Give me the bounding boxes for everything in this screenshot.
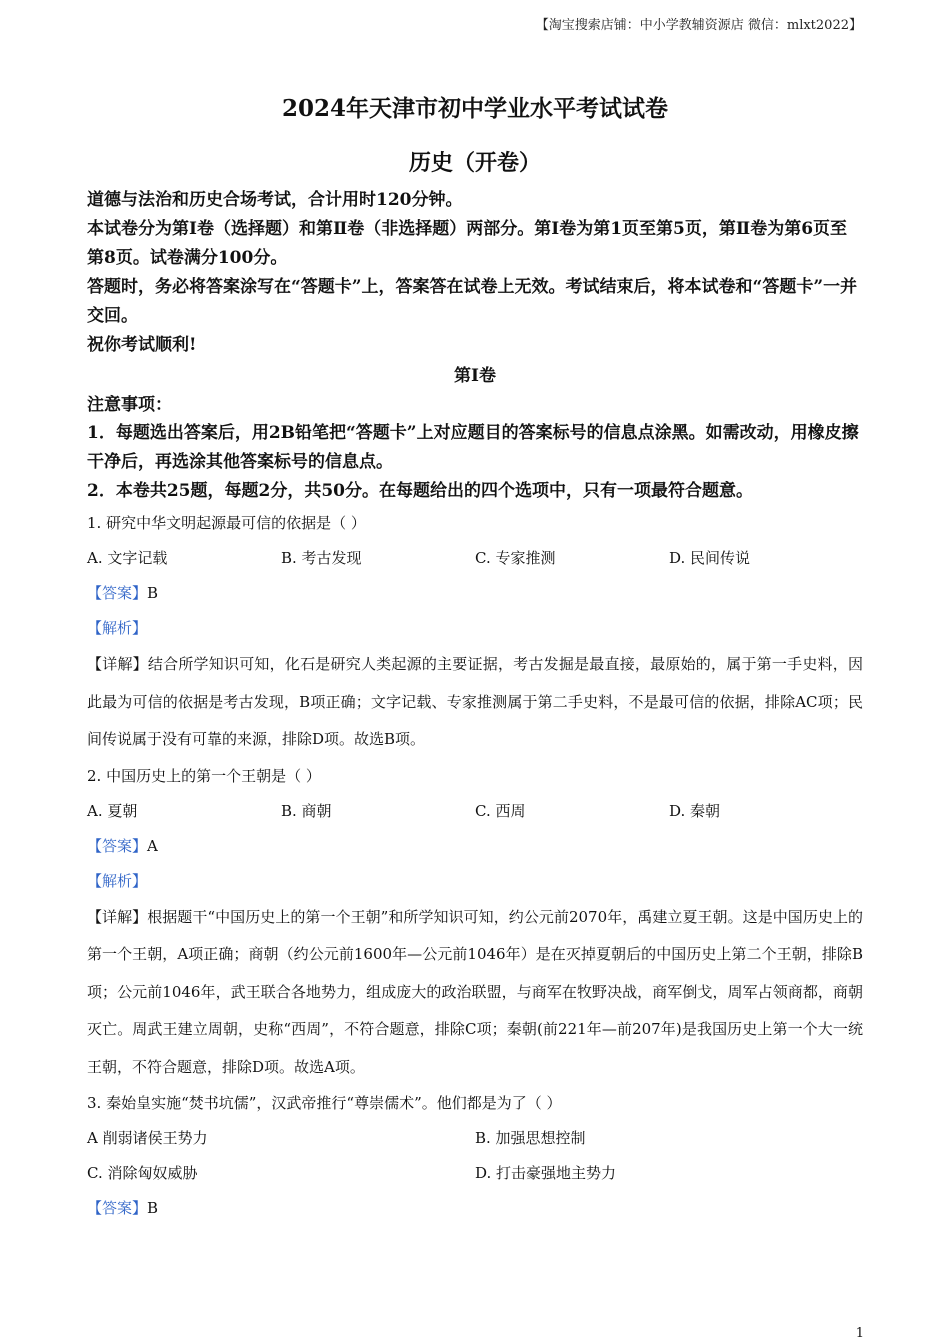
question-1-detail [87,646,863,759]
intro-line: 本试卷分为第Ⅰ卷（选择题）和第Ⅱ卷（非选择题）两部分。第Ⅰ卷为第1页至第5页，第Ⅱ卷为第6页至第8页。试卷满分100分。 [87,219,848,268]
exam-subtitle: 历史（开卷） [408,150,541,176]
detail-text: 结合所学知识可知，化石是研究人类起源的主要证据，考古发掘是最直接，最原始的，属于第一手史料，因此最为可信的依据是考古发现，B项正确；文字记载、专家推测属于第二手史料，不是最可信的依据，排除AC项；民间传说属于没有可靠的来源，排除D项。故选B项。 [87,655,863,748]
answer-tag: 【答案】 [87,584,148,602]
question-3-options-row2 [87,1156,863,1191]
notice-title: 注意事项： [87,395,172,415]
intro-line: 答题时，务必将答案涂写在“答题卡”上，答案答在试卷上无效。考试结束后，将本试卷和“答题卡”一并交回。 [87,277,858,326]
option-c: C. 西周 [475,801,526,820]
shop-header: 【淘宝搜索店铺：中小学教辅资源店 微信：mlxt2022】 [535,18,862,33]
analysis-tag: 【解析】 [87,619,148,637]
intro-line: 祝你考试顺利! [87,335,197,355]
option-b: B. 加强思想控制 [475,1129,586,1147]
question-2-options [87,794,863,829]
question-3-stem: 3. 秦始皇实施“焚书坑儒”，汉武帝推行“尊崇儒术”。他们都是为了（ ） [87,1094,562,1112]
detail-tag: 【详解】 [87,907,148,926]
option-b: B. 考古发现 [281,549,362,567]
question-1-answer [87,576,863,611]
notice-item: 1．每题选出答案后，用2B铅笔把“答题卡”上对应题目的答案标号的信息点涂黑。如需改动，用橡皮擦干净后，再选涂其他答案标号的信息点。 [87,423,859,472]
question-3-options-row1 [87,1121,863,1156]
question-2-detail [87,899,863,1087]
option-c: C. 消除匈奴威胁 [87,1164,198,1182]
question-3-answer [87,1191,863,1226]
exam-content [87,186,863,1226]
intro-block [87,186,863,360]
option-a: A 削弱诸侯王势力 [87,1129,208,1147]
answer-value: B [147,584,159,602]
option-d: D. 打击豪强地主势力 [475,1164,617,1182]
option-a: A. 文字记载 [87,549,168,567]
option-a: A. 夏朝 [87,801,138,820]
option-c: C. 专家推测 [475,549,556,567]
analysis-tag: 【解析】 [87,871,148,890]
question-2-answer [87,829,863,864]
option-d: D. 民间传说 [669,549,751,567]
detail-text: 根据题干“中国历史上的第一个王朝”和所学知识可知，约公元前2070年，禹建立夏王朝。这是中国历史上的第一个王朝，A项正确；商朝（约公元前1600年—公元前1046年）是在灭掉夏朝后的中国历史上第二个王朝，排除B项；公元前1046年，武王联合各地势力，组成庞大的政治联盟，与商军在牧野决战，商军倒戈，周军占领商都，商朝灭亡。周武王建立周朝，史称“西周”，不符合题意，排除C项；秦朝(前221年—前207年)是我国历史上第一个大一统王朝，不符合题意，排除D项。故选A项。 [87,907,863,1076]
answer-tag: 【答案】 [87,836,148,855]
answer-value: A [147,836,158,855]
question-1-options [87,541,863,576]
intro-line: 道德与法治和历史合场考试，合计用时120分钟。 [87,190,463,210]
question-2-stem: 2. 中国历史上的第一个王朝是（ ） [87,766,321,785]
answer-value: B [147,1199,159,1217]
question-1-stem: 1. 研究中华文明起源最可信的依据是（ ） [87,514,366,532]
notice-block [87,419,863,506]
exam-title: 2024年天津市初中学业水平考试试卷 [281,95,668,122]
detail-tag: 【详解】 [87,655,148,673]
page-number: 1 [855,1326,864,1341]
option-d: D. 秦朝 [669,801,721,820]
option-b: B. 商朝 [281,801,332,820]
notice-item: 2．本卷共25题，每题2分，共50分。在每题给出的四个选项中，只有一项最符合题意。 [87,481,753,501]
section-title: 第Ⅰ卷 [454,366,496,386]
answer-tag: 【答案】 [87,1199,148,1217]
